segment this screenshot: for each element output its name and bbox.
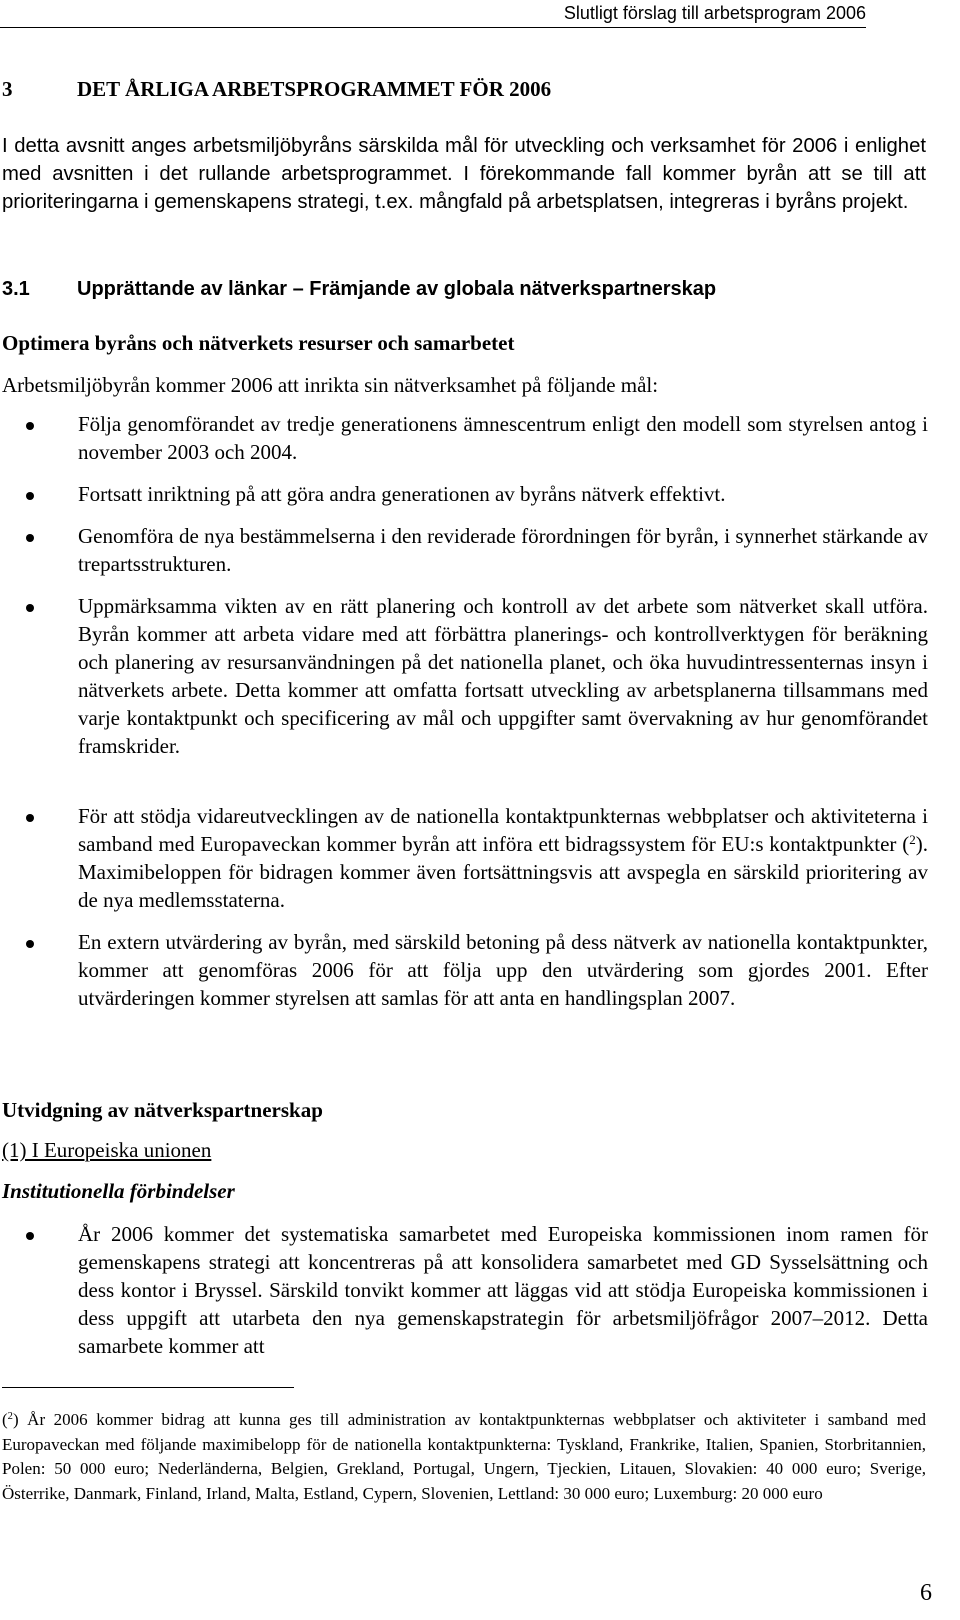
running-header-title: Slutligt förslag till arbetsprogram 2006 (563, 3, 866, 23)
goal-lead-sentence: Arbetsmiljöbyrån kommer 2006 att inrikta sin nätverksamhet på följande mål: (2, 373, 659, 397)
running-header (0, 0, 866, 28)
expansion-heading: Utvidgning av nätverkspartnerskap (2, 1098, 323, 1122)
footnote-separator (2, 1387, 294, 1388)
list-item-text: Genomföra de nya bestämmelserna i den reviderade förordningen för byrån, i synnerhet stärkande av trepartsstrukturen. (78, 524, 928, 576)
footnote-text: År 2006 kommer bidrag att kunna ges till administration av kontaktpunkternas webbplatser och aktiviteter i samband med Europaveckan med följande maximibelopp för de nationella kontaktpunkterna: Tyskland, Frankrike, Italien, Spanien, Storbritannien, Polen: 50 000 euro; Nederländerna, Belgien, Grekland, Portugal, Ungern, Tjeckien, Litauen, Slovakien: 40 000 euro; Sverige, Österrike, Danmark, Finland, Irland, Malta, Estland, Cypern, Slovenien, Lettland: 30 000 euro; Luxemburg: 20 000 euro (2, 1410, 926, 1503)
subsection-number: 3.1 (2, 278, 30, 300)
list-item (0, 1220, 928, 1360)
section-title: DET ÅRLIGA ARBETSPROGRAMMET FÖR 2006 (77, 77, 552, 101)
list-item-text: År 2006 kommer det systematiska samarbetet med Europeiska kommissionen inom ramen för gemenskapens strategi att koncentreras på att konsolidera samarbetet med GD Sysselsättning och dess kontor i Bryssel. Särskild tonvikt kommer att läggas vid att stödja Europeiska kommissionen i dess uppgift att utarbeta den nya gemenskapstrategin för arbetsmiljöfrågor 2007–2012. Detta samarbete kommer att (78, 1222, 928, 1358)
institutional-subheading: Institutionella förbindelser (2, 1179, 235, 1203)
list-item-text: För att stödja vidareutvecklingen av de nationella kontaktpunkternas webbplatser och aktiviteterna i samband med Europaveckan kommer byrån att införa ett bidragssystem för EU:s kontaktpunkter ( (78, 804, 928, 856)
subsection-heading (2, 276, 716, 302)
list-item (0, 522, 928, 578)
expansion-bullet-list (0, 1220, 928, 1360)
list-item (0, 480, 928, 508)
bullet-dot-icon (26, 534, 34, 542)
list-item-text: Fortsatt inriktning på att göra andra generationen av byråns nätverk effektivt. (78, 482, 726, 506)
footnote-marker-close: ) (12, 1410, 19, 1429)
list-item (0, 410, 928, 466)
section-number: 3 (2, 77, 13, 101)
section-heading (2, 76, 551, 102)
bullet-dot-icon (26, 492, 34, 500)
eu-subheading: (1) I Europeiska unionen (2, 1138, 212, 1162)
bullet-dot-icon (26, 814, 34, 822)
list-item-text: Uppmärksamma vikten av en rätt planering och kontroll av det arbete som nätverket skall utföra. Byrån kommer att arbeta vidare med att förbättra planerings- och kontrollverktygen för beräkning och planering av resursanvändningen på det nationella planet, och öka huvudintressenternas insyn i nätverkets arbete. Detta kommer att omfatta fortsatt utveckling av arbetsplanerna tillsammans med varje kontaktpunkt och specificering av mål och uppgifter samt övervakning av hur genomförandet framskrider. (78, 594, 928, 758)
footnote (2, 1408, 926, 1506)
goal-title: Optimera byråns och nätverkets resurser och samarbetet (2, 331, 515, 355)
list-item (0, 928, 928, 1012)
section-intro-paragraph: I detta avsnitt anges arbetsmiljöbyråns särskilda mål för utveckling och verksamhet för 2006 i enlighet med avsnitten i det rullande arbetsprogrammet. I förekommande fall kommer byrån att se till att prioriteringarna i gemenskapens strategi, t.ex. mångfald på arbetsplatsen, integreras i byråns projekt. (2, 135, 926, 213)
list-item-text-continued: ). Maximibeloppen för bidragen kommer även fortsättningsvis att avspegla en särskild prioritering av de nya medlemsstaterna. (78, 832, 928, 912)
bullet-dot-icon (26, 1232, 34, 1240)
footnote-marker: 2 (7, 1411, 13, 1423)
list-item-text: Följa genomförandet av tredje generationens ämnescentrum enligt den modell som styrelsen antog i november 2003 och 2004. (78, 412, 928, 464)
footnote-marker-open: ( (2, 1410, 8, 1429)
bullet-dot-icon (26, 422, 34, 430)
bullet-dot-icon (26, 940, 34, 948)
page-number: 6 (920, 1580, 932, 1606)
list-item (0, 592, 928, 760)
subsection-title: Upprättande av länkar – Främjande av globala nätverkspartnerskap (77, 278, 717, 300)
footnote-reference: 2 (909, 831, 916, 847)
list-item-text: En extern utvärdering av byrån, med särskild betoning på dess nätverk av nationella kontaktpunkter, kommer att genomföras 2006 för att följa upp den utvärdering som gjordes 2001. Efter utvärderingen kommer styrelsen att samlas för att anta en handlingsplan 2007. (78, 930, 928, 1010)
bullet-dot-icon (26, 604, 34, 612)
list-item (0, 802, 928, 914)
